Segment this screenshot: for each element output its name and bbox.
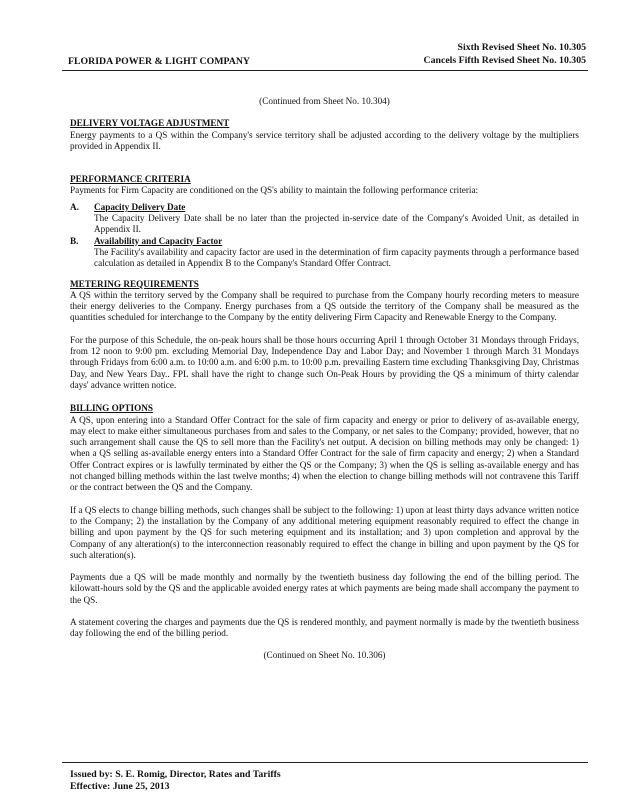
billing-heading: BILLING OPTIONS [70,403,153,414]
billing-paragraph-4: A statement covering the charges and payments due the QS is rendered monthly, and payment normally is made by the twentieth business day following the end of the billing period. [70,616,579,639]
performance-criteria-section [70,174,579,269]
performance-criteria-intro: Payments for Firm Capacity are conditioned on the QS's ability to maintain the following performance criteria: [70,185,479,196]
metering-requirements-section [70,279,579,392]
performance-criteria-heading: PERFORMANCE CRITERIA [70,174,191,185]
footer-block [70,769,281,792]
sheet-identifier [424,42,586,67]
continued-on-note: (Continued on Sheet No. 10.306) [263,649,386,660]
metering-paragraph-1: A QS within the territory served by the Company shall be required to purchase from the Company hourly recording meters to measure their energy deliveries to the Company. Energy purchases from a QS outside the territory of the Company shall be measured as the quantities scheduled for interchange to the Company by the entity delivering Firm Capacity and Renewable Energy to the Company. [70,289,579,323]
continued-from-note: (Continued from Sheet No. 10.304) [259,96,390,106]
delivery-voltage-text: Energy payments to a QS within the Company's service territory shall be adjusted according to the delivery voltage by the multipliers provided in Appendix II. [70,129,579,151]
cancels-sheet-number: Cancels Fifth Revised Sheet No. 10.305 [423,54,586,66]
billing-paragraph-1: A QS, upon entering into a Standard Offer Contract for the sale of firm capacity and energy or prior to delivery of as-available energy, may elect to make either simultaneous purchases from and sales to the Company, or net sales to the Company; provided, however, that no such arrangement shall cause the QS to sell more than the Facility's net output. A decision on billing methods may only be changed: 1) when a QS selling as-available energy enters into a Standard Offer Contract for the sale of firm capacity and energy; 2) when a Standard Offer Contract expires or is lawfully terminated by either the QS or the Company; 3) when the QS is selling as-available energy and has not changed billing methods within the last twelve months; 4) when the election to change billing methods will not contravene this Tariff or the contract between the QS and the Company. [70,414,579,493]
metering-paragraph-2: For the purpose of this Schedule, the on-peak hours shall be those hours occurring April 1 through October 31 Mondays through Fridays, from 12 noon to 9:00 pm. excluding Memorial Day, Independence Day and Labor Day; and November 1 through March 31 Mondays through Fridays from 6:00 a.m. to 10:00 a.m. and 6:00 p.m. to 10:00 p.m. prevailing Eastern time excluding Thanksgiving Day, Christmas Day, and New Years Day.. FPL shall have the right to change such On-Peak Hours by providing the QS a minimum of thirty calendar days' advance written notice. [70,334,579,390]
criteria-item-label: A. [70,201,79,212]
criteria-item-label: B. [70,235,79,246]
billing-paragraph-3: Payments due a QS will be made monthly and normally by the twentieth business day following the end of the billing period. The kilowatt-hours sold by the QS and the applicable avoided energy rates at which payments are being made shall accompany the payment to the QS. [70,572,579,605]
criteria-item-a [70,202,579,236]
metering-heading: METERING REQUIREMENTS [70,278,199,289]
delivery-voltage-heading: DELIVERY VOLTAGE ADJUSTMENT [70,118,230,129]
header-rule [62,70,588,71]
company-name: FLORIDA POWER & LIGHT COMPANY [68,56,250,67]
billing-paragraph-2: If a QS elects to change billing methods, such changes shall be subject to the following: 1) upon at least thirty days advance written notice to the Company; 2) the installation by the Company of any additional metering equipment reasonably required to effect the change in billing and upon payment by the QS for such metering equipment and its installation; and 3) upon completion and approval by the Company of any alteration(s) to the interconnection reasonably required to effect the change in billing and upon payment by the QS for such alteration(s). [70,504,579,560]
delivery-voltage-section [70,118,579,152]
footer-rule [62,762,588,763]
criteria-item-text: The Capacity Delivery Date shall be no later than the projected in-service date of the Company's Avoided Unit, as detailed in Appendix II. [94,213,579,235]
sheet-body [70,96,579,661]
effective-date: Effective: June 25, 2013 [70,780,170,792]
sheet-number: Sixth Revised Sheet No. 10.305 [457,42,586,53]
criteria-item-title: Availability and Capacity Factor [94,235,223,246]
issued-by: Issued by: S. E. Romig, Director, Rates and Tariffs [70,769,281,780]
criteria-item-b [70,236,579,270]
criteria-item-text: The Facility's availability and capacity factor are used in the determination of firm capacity payments through a performance based calculation as detailed in Appendix B to the Company's Standard Offer Contract. [94,246,579,269]
criteria-item-title: Capacity Delivery Date [94,201,186,212]
billing-options-section [70,403,579,639]
